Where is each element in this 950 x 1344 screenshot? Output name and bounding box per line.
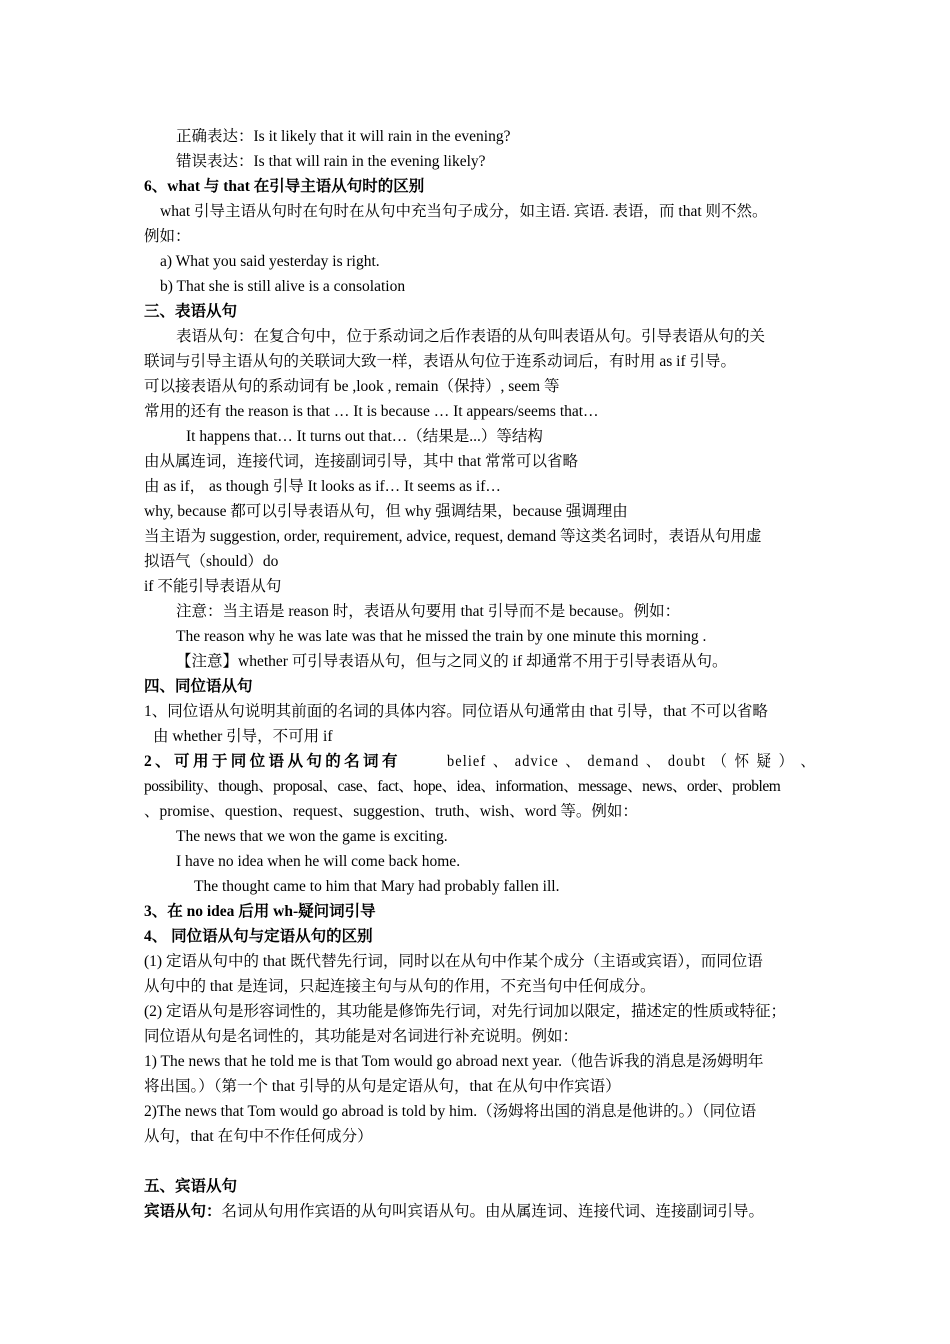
section-heading: 五、宾语从句 (144, 1178, 238, 1195)
text-line: 、promise、question、request、suggestion、truth、wish、word 等。例如： (144, 803, 638, 820)
note-line: 【注意】whether 可引导表语从句，但与之同义的 if 却通常不用于引导表语从句。 (176, 653, 728, 670)
text-line: 例如： (144, 228, 191, 245)
example-line: I have no idea when he will come back home. (176, 853, 461, 870)
term-label: 宾语从句： (144, 1203, 222, 1220)
section-heading: 四、同位语从句 (144, 678, 253, 695)
text-line: (1) 定语从句中的 that 既代替先行词，同时以在从句中作某个成分（主语或宾语），而同位语 (144, 953, 763, 970)
text-line: if 不能引导表语从句 (144, 578, 282, 595)
text-line: 从句中的 that 是连词，只起连接主句与从句的作用，不充当句中任何成分。 (144, 978, 656, 995)
text-line: 当主语为 suggestion, order, requirement, advice, request, demand 等这类名词时，表语从句用虚 (144, 528, 762, 545)
text-line: 可以接表语从句的系动词有 be ,look , remain（保持）, seem 等 (144, 378, 560, 395)
text-line: 由 whether 引导，不可用 if (153, 728, 333, 745)
text-line: 拟语气（should）do (144, 553, 279, 570)
text-line: 由从属连词，连接代词，连接副词引导，其中 that 常常可以省略 (144, 453, 578, 470)
section-heading: 6、what 与 that 在引导主语从句时的区别 (144, 178, 425, 195)
text-line: possibility、though、proposal、case、fact、hope、idea、information、message、news、order、problem (144, 778, 781, 795)
text-line: 将出国。）（第一个 that 引导的从句是定语从句，that 在从句中作宾语） (144, 1078, 621, 1095)
text-line: 错误表达：Is that will rain in the evening likely? (176, 153, 486, 170)
example-line: The news that we won the game is exciting. (176, 828, 448, 845)
subheading: 3、在 no idea 后用 wh-疑问词引导 (144, 903, 376, 920)
text-line: 常用的还有 the reason is that … It is because … It appears/seems that… (144, 403, 599, 420)
example-line: 2)The news that Tom would go abroad is told by him.（汤姆将出国的消息是他讲的。）（同位语 (144, 1103, 757, 1120)
text-line: belief 、 advice 、 demand 、 doubt （ 怀 疑 ） 、 (447, 753, 817, 770)
text-line: 1、同位语从句说明其前面的名词的具体内容。同位语从句通常由 that 引导，that 不可以省略 (144, 703, 768, 720)
example-line: a) What you said yesterday is right. (160, 253, 380, 270)
text-line: why, because 都可以引导表语从句，但 why 强调结果，because 强调理由 (144, 503, 628, 520)
example-line: b) That she is still alive is a consolation (160, 278, 406, 295)
text-line (144, 1202, 764, 1222)
text-line: 联词与引导主语从句的关联词大致一样，表语从句位于连系动词后，有时用 as if 引导。 (144, 353, 737, 370)
text-line: 从句，that 在句中不作任何成分） (144, 1128, 373, 1145)
text-line: what 引导主语从句时在句时在从句中充当句子成分，如主语. 宾语. 表语，而 that 则不然。 (160, 203, 768, 220)
subheading: 4、 同位语从句与定语从句的区别 (144, 928, 373, 945)
subheading: 2、可用于同位语从句的名词有 (144, 753, 401, 770)
text-line: 正确表达：Is it likely that it will rain in the evening? (176, 128, 511, 145)
text-line: (2) 定语从句是形容词性的，其功能是修饰先行词，对先行词加以限定，描述定的性质或特征； (144, 1003, 786, 1020)
section-heading: 三、表语从句 (144, 303, 238, 320)
text-line: It happens that… It turns out that…（结果是...）等结构 (186, 428, 543, 445)
text-line: 由 as if， as though 引导 It looks as if… It seems as if… (144, 478, 501, 495)
text-line: 同位语从句是名词性的，其功能是对名词进行补充说明。例如： (144, 1028, 579, 1045)
example-line: The thought came to him that Mary had probably fallen ill. (194, 878, 560, 895)
example-line: The reason why he was late was that he missed the train by one minute this morning . (176, 628, 707, 645)
text-line: 表语从句：在复合句中，位于系动词之后作表语的从句叫表语从句。引导表语从句的关 (176, 328, 766, 345)
example-line: 1) The news that he told me is that Tom would go abroad next year.（他告诉我的消息是汤姆明年 (144, 1053, 764, 1070)
term-definition: 名词从句用作宾语的从句叫宾语从句。由从属连词、连接代词、连接副词引导。 (221, 1203, 765, 1220)
text-line: 注意：当主语是 reason 时，表语从句要用 that 引导而不是 because。例如： (176, 603, 681, 620)
